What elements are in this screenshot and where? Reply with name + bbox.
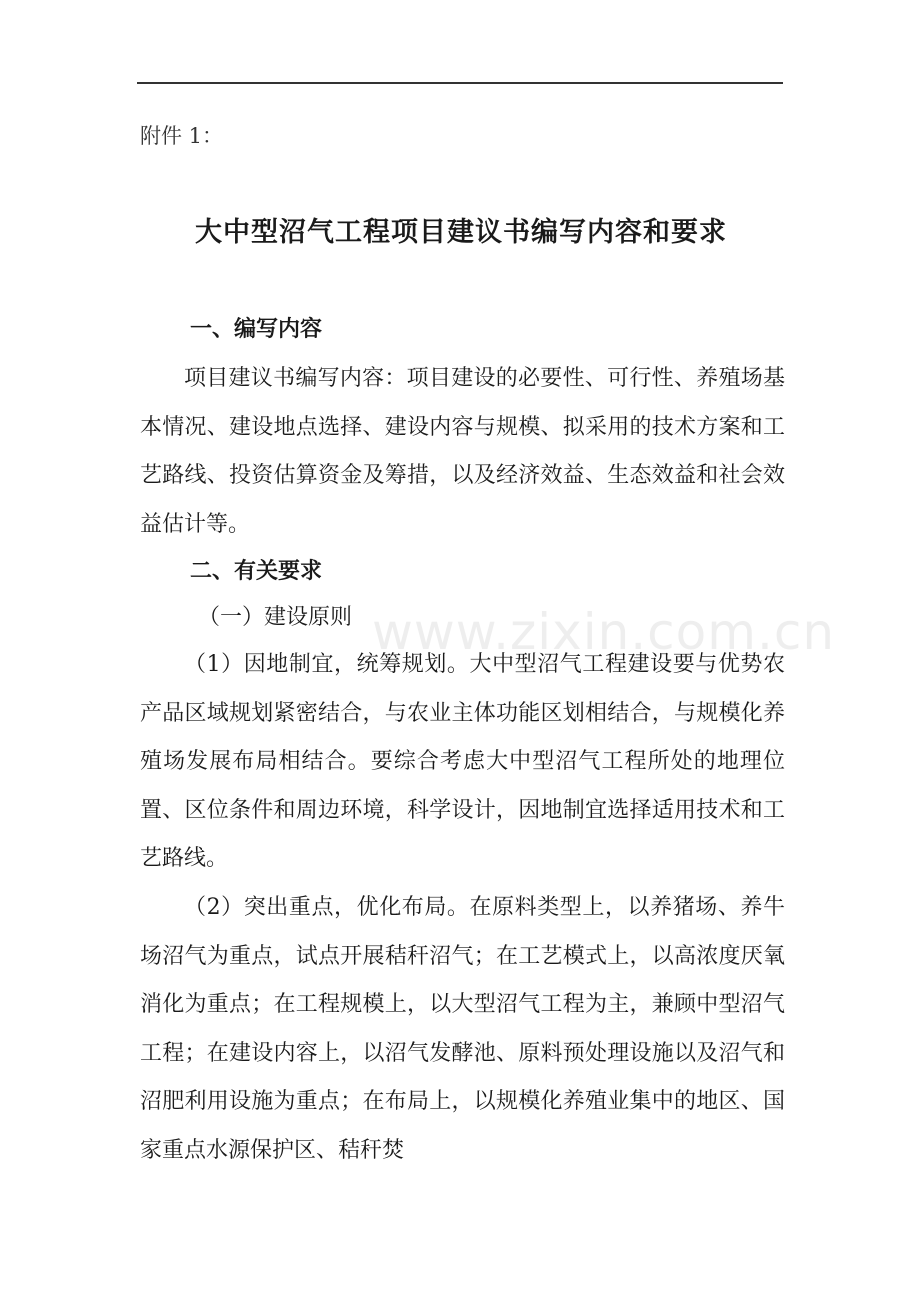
subsection-heading-principles: （一）建设原则 bbox=[198, 605, 353, 630]
attachment-label: 附件 1： bbox=[140, 124, 224, 148]
watermark: www.zixin.com.cn bbox=[372, 603, 836, 661]
principle-paragraph-1: （1）因地制宜，统筹规划。大中型沼气工程建设要与优势农产品区域规划紧密结合，与农业主体功能区划相结合，与规模化养殖场发展布局相结合。要综合考虑大中型沼气工程所处的地理位置、区位条件和周边环境，科学设计，因地制宜选择适用技术和工艺路线。 bbox=[140, 652, 785, 871]
section-content-paragraph: 项目建议书编写内容：项目建设的必要性、可行性、养殖场基本情况、建设地点选择、建设内容与规模、拟采用的技术方案和工艺路线、投资估算资金及筹措，以及经济效益、生态效益和社会效益估计等。 bbox=[140, 366, 785, 537]
section-heading-requirements: 二、有关要求 bbox=[190, 558, 323, 584]
document-title: 大中型沼气工程项目建议书编写内容和要求 bbox=[195, 217, 727, 248]
section-heading-content: 一、编写内容 bbox=[190, 316, 323, 342]
principle-paragraph-2: （2）突出重点，优化布局。在原料类型上，以养猪场、养牛场沼气为重点，试点开展秸秆沼气；在工艺模式上，以高浓度厌氧消化为重点；在工程规模上，以大型沼气工程为主，兼顾中型沼气工程；在建设内容上，以沼气发酵池、原料预处理设施以及沼气和沼肥利用设施为重点；在布局上，以规模化养殖业集中的地区、国家重点水源保护区、秸秆焚 bbox=[140, 895, 785, 1163]
header-rule bbox=[137, 82, 783, 84]
